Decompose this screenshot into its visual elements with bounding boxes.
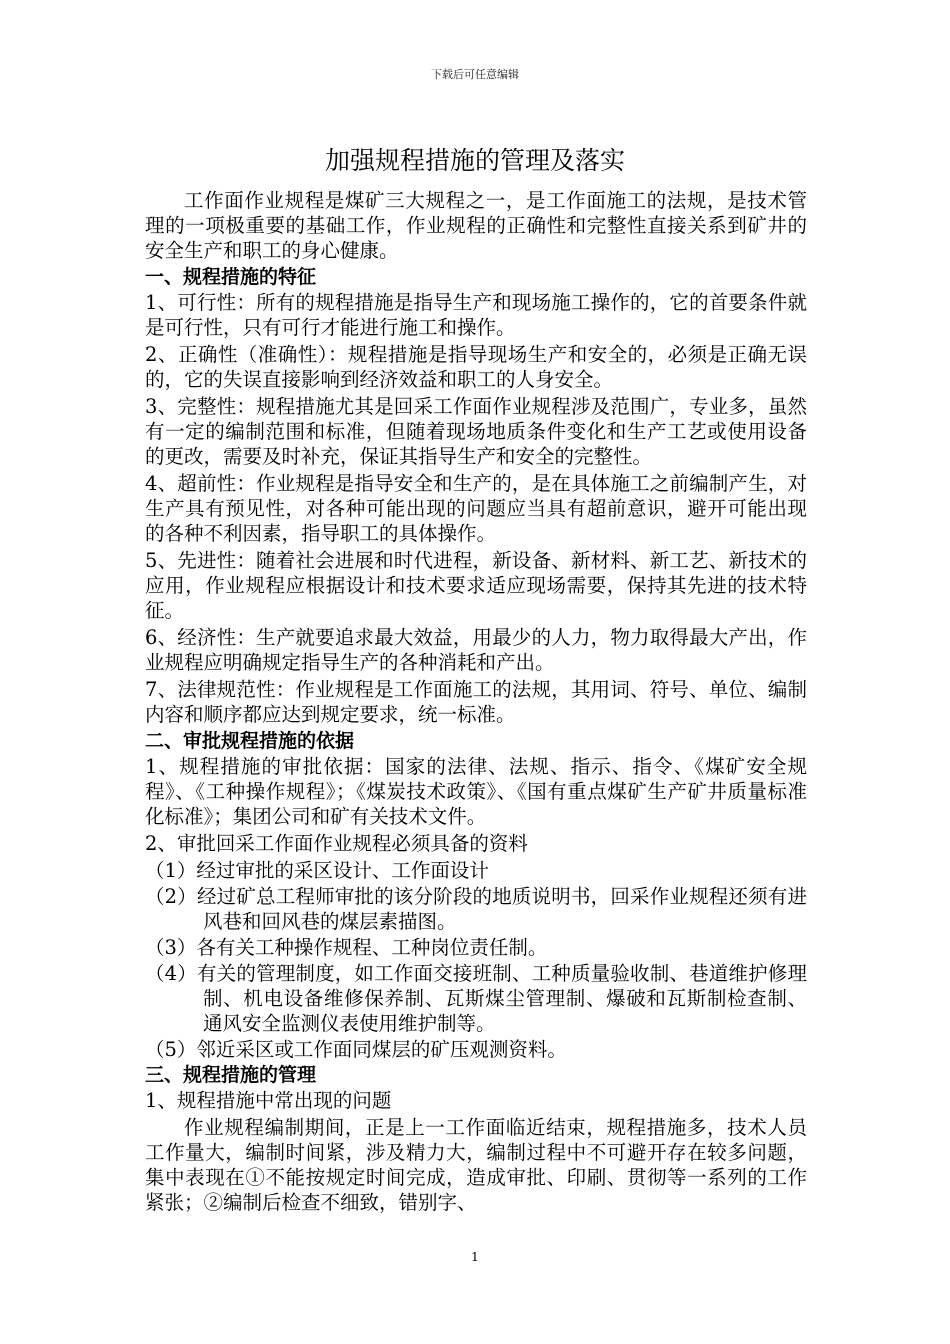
list-item: 2、审批回采工作面作业规程必须具备的资料 (145, 832, 528, 855)
list-item: 2、正确性（准确性）：规程措施是指导现场生产和安全的，必须是正确无误的，它的失误直接影响到经济效益和职工的人身安全。 (145, 343, 807, 391)
list-item: 4、超前性：作业规程是指导安全和生产的，是在具体施工之前编制产生，对生产具有预见性，对各种可能出现的问题应当具有超前意识，避开可能出现的各种不利因素，指导职工的具体操作。 (145, 472, 807, 545)
header-note: 下载后可任意编辑 (431, 68, 519, 81)
body-paragraph: 作业规程编制期间，正是上一工作面临近结束，规程措施多，技术人员工作量大，编制时间紧，涉及精力大，编制过程中不可避开存在较多问题，集中表现在①不能按规定时间完成，造成审批、印刷、贯彻等一系列的工作紧张；②编制后检查不细致，错别字、 (145, 1116, 807, 1214)
document-body (145, 188, 807, 1217)
section-heading-1: 一、规程措施的特征 (145, 266, 317, 288)
sub-list-item: （3）各有关工种操作规程、工种岗位责任制。 (145, 936, 548, 959)
document-title: 加强规程措施的管理及落实 (324, 145, 625, 175)
section-heading-3: 三、规程措施的管理 (145, 1064, 317, 1086)
intro-paragraph: 工作面作业规程是煤矿三大规程之一，是工作面施工的法规，是技术管理的一项极重要的基础工作，作业规程的正确性和完整性直接关系到矿井的安全生产和职工的身心健康。 (145, 189, 807, 262)
sub-list-item: （5）邻近采区或工作面同煤层的矿压观测资料。 (145, 1038, 567, 1061)
sub-list-item: （2）经过矿总工程师审批的该分阶段的地质说明书，回采作业规程还须有进风巷和回风巷的煤层素描图。 (145, 885, 807, 933)
page-number: 1 (471, 1250, 479, 1264)
sub-list-item: （1）经过审批的采区设计、工作面设计 (145, 859, 489, 882)
list-item: 1、规程措施中常出现的问题 (145, 1089, 392, 1112)
list-item: 1、规程措施的审批依据：国家的法律、法规、指示、指令、《煤矿安全规程》、《工种操作规程》；《煤炭技术政策》、《国有重点煤矿生产矿井质量标准化标准》；集团公司和矿有关技术文件。 (145, 755, 807, 828)
section-heading-2: 二、审批规程措施的依据 (145, 730, 355, 752)
list-item: 7、法律规范性：作业规程是工作面施工的法规，其用词、符号、单位、编制内容和顺序都应达到规定要求，统一标准。 (145, 678, 807, 726)
list-item: 6、经济性：生产就要追求最大效益，用最少的人力，物力取得最大产出，作业规程应明确规定指导生产的各种消耗和产出。 (145, 626, 807, 674)
list-item: 3、完整性：规程措施尤其是回采工作面作业规程涉及范围广，专业多，虽然有一定的编制范围和标准，但随着现场地质条件变化和生产工艺或使用设备的更改，需要及时补充，保证其指导生产和安全的完整性。 (145, 395, 807, 468)
list-item: 5、先进性：随着社会进展和时代进程，新设备、新材料、新工艺、新技术的应用，作业规程应根据设计和技术要求适应现场需要，保持其先进的技术特征。 (145, 549, 807, 622)
list-item: 1、可行性：所有的规程措施是指导生产和现场施工操作的，它的首要条件就是可行性，只有可行才能进行施工和操作。 (145, 291, 807, 339)
sub-list-item: （4）有关的管理制度，如工作面交接班制、工种质量验收制、巷道维护修理制、机电设备维修保养制、瓦斯煤尘管理制、爆破和瓦斯制检查制、通风安全监测仪表使用维护制等。 (145, 962, 807, 1035)
